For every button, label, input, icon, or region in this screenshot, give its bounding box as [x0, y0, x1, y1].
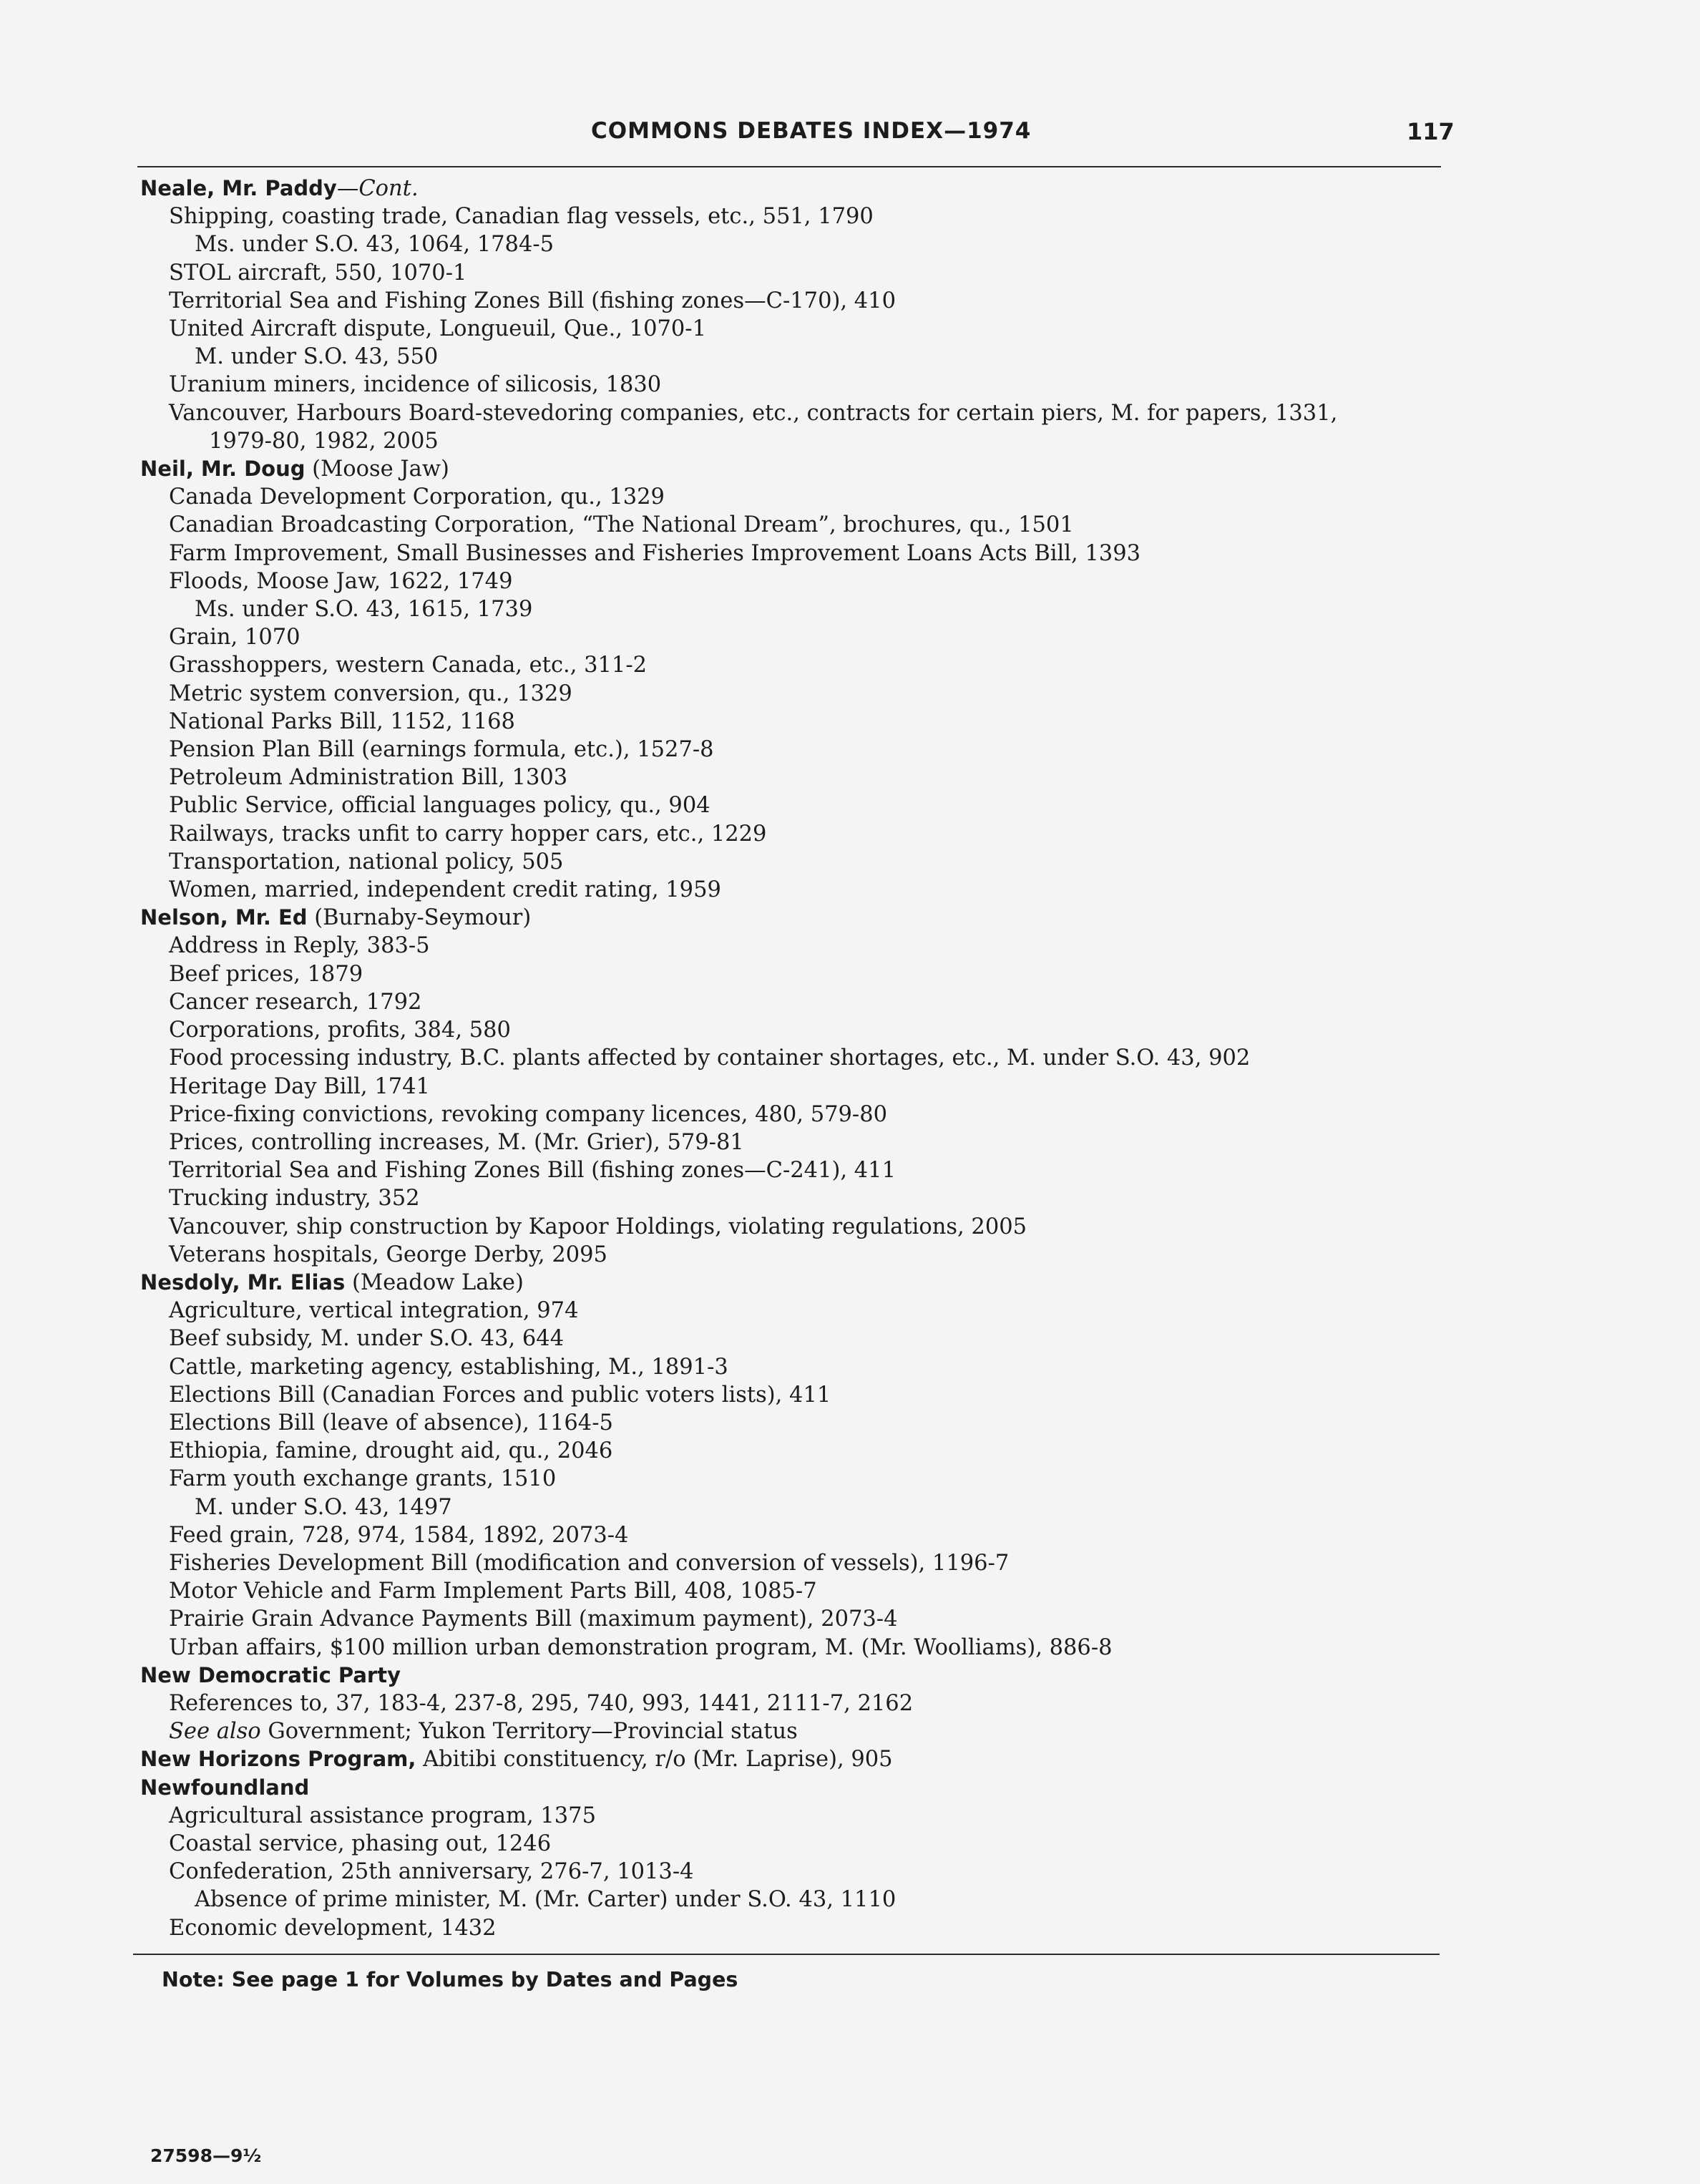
- index-entry: Fisheries Development Bill (modification and conversion of vessels), 1196-7: [169, 1550, 1010, 1576]
- index-entry: Corporations, profits, 384, 580: [169, 1018, 511, 1043]
- heading-cont: —Cont.: [336, 176, 419, 201]
- running-head: [0, 118, 1700, 154]
- see-also-label: See also: [169, 1719, 261, 1745]
- running-head-title: COMMONS DEBATES INDEX—1974: [591, 118, 1032, 144]
- index-entry: Heritage Day Bill, 1741: [169, 1073, 430, 1099]
- heading-name: Neil, Mr. Doug: [140, 457, 306, 482]
- heading-name: New Horizons Program,: [140, 1747, 416, 1772]
- heading-name: Neale, Mr. Paddy: [140, 176, 337, 200]
- page-number: 117: [1407, 118, 1455, 145]
- index-entry: Economic development, 1432: [169, 1915, 497, 1941]
- index-entry: Petroleum Administration Bill, 1303: [169, 765, 568, 791]
- index-entry: Grain, 1070: [169, 625, 301, 650]
- heading-name: Nelson, Mr. Ed: [140, 905, 308, 930]
- index-entry: United Aircraft dispute, Longueuil, Que., 1070-1: [169, 316, 707, 342]
- index-entry: Coastal service, phasing out, 1246: [169, 1830, 552, 1856]
- index-heading: [140, 455, 1442, 483]
- index-entry: Pension Plan Bill (earnings formula, etc.), 1527-8: [169, 737, 714, 763]
- index-entry: Agriculture, vertical integration, 974: [169, 1298, 579, 1324]
- heading-name: Newfoundland: [140, 1775, 310, 1800]
- index-entry: National Parks Bill, 1152, 1168: [169, 708, 515, 734]
- index-entry: Beef subsidy, M. under S.O. 43, 644: [169, 1326, 565, 1352]
- index-entry: Shipping, coasting trade, Canadian flag vessels, etc., 551, 1790: [169, 204, 874, 230]
- volumes-note: Note: See page 1 for Volumes by Dates and Pages: [162, 1968, 738, 1992]
- heading-name: Nesdoly, Mr. Elias: [140, 1269, 346, 1295]
- index-entry: Price-fixing convictions, revoking company licences, 480, 579-80: [169, 1101, 888, 1127]
- index-heading: [140, 1269, 1442, 1297]
- heading-name: New Democratic Party: [140, 1662, 401, 1687]
- index-entry: Vancouver, Harbours Board-stevedoring companies, etc., contracts for certain piers, M. for papers, 1331,: [169, 400, 1338, 426]
- heading-riding: (Moose Jaw): [305, 457, 449, 482]
- index-entry: Elections Bill (Canadian Forces and public voters lists), 411: [169, 1382, 831, 1408]
- see-also-targets: Government; Yukon Territory—Provincial status: [260, 1719, 798, 1745]
- index-subentry: M. under S.O. 43, 1497: [195, 1494, 452, 1520]
- index-entry: Feed grain, 728, 974, 1584, 1892, 2073-4: [169, 1522, 629, 1548]
- index-entry: Urban affairs, $100 million urban demonstration program, M. (Mr. Woolliams), 886-8: [169, 1634, 1113, 1660]
- bottom-rule: [133, 1954, 1440, 1955]
- index-heading: [140, 175, 1442, 203]
- index-entry: Prices, controlling increases, M. (Mr. Grier), 579-81: [169, 1129, 744, 1155]
- index-entry: Trucking industry, 352: [169, 1186, 420, 1212]
- footer-code: 27598—9½: [150, 2145, 262, 2166]
- heading-rest: Abitibi constituency, r/o (Mr. Laprise), 905: [416, 1747, 893, 1773]
- index-subentry: Ms. under S.O. 43, 1615, 1739: [195, 597, 533, 623]
- index-entry: Beef prices, 1879: [169, 961, 363, 987]
- index-entry: Farm youth exchange grants, 1510: [169, 1466, 557, 1492]
- heading-riding: (Burnaby-Seymour): [307, 905, 532, 931]
- index-body: [140, 175, 1442, 1942]
- index-entry: Address in Reply, 383-5: [169, 933, 430, 959]
- index-entry: Transportation, national policy, 505: [169, 849, 564, 874]
- index-entry: Ethiopia, famine, drought aid, qu., 2046: [169, 1438, 613, 1464]
- index-entry-see-also: [140, 1717, 1442, 1745]
- index-entry: Canadian Broadcasting Corporation, “The National Dream”, brochures, qu., 1501: [169, 512, 1074, 538]
- index-entry: Railways, tracks unfit to carry hopper cars, etc., 1229: [169, 821, 767, 847]
- index-heading: [140, 1774, 1442, 1802]
- index-entry: Floods, Moose Jaw, 1622, 1749: [169, 568, 513, 594]
- index-entry: Cancer research, 1792: [169, 989, 422, 1015]
- index-heading: [140, 1662, 1442, 1690]
- index-entry: Public Service, official languages policy, qu., 904: [169, 793, 710, 819]
- index-entry: Territorial Sea and Fishing Zones Bill (fishing zones—C-241), 411: [169, 1158, 896, 1184]
- index-entry: Farm Improvement, Small Businesses and Fisheries Improvement Loans Acts Bill, 1393: [169, 540, 1141, 566]
- index-heading: [140, 1745, 1442, 1773]
- index-heading: [140, 904, 1442, 932]
- index-entry: STOL aircraft, 550, 1070-1: [169, 260, 467, 286]
- index-subentry: Ms. under S.O. 43, 1064, 1784-5: [195, 232, 555, 258]
- index-entry: References to, 37, 183-4, 237-8, 295, 740, 993, 1441, 2111-7, 2162: [169, 1690, 914, 1716]
- top-rule: [137, 166, 1441, 167]
- index-subentry: Absence of prime minister, M. (Mr. Carter) under S.O. 43, 1110: [195, 1887, 897, 1913]
- index-entry: Food processing industry, B.C. plants affected by container shortages, etc., M. under S.O. 43, 902: [169, 1045, 1251, 1071]
- index-entry: Canada Development Corporation, qu., 1329: [169, 484, 665, 510]
- index-entry: Elections Bill (leave of absence), 1164-5: [169, 1410, 613, 1435]
- index-entry: Uranium miners, incidence of silicosis, 1830: [169, 372, 662, 398]
- index-entry: Motor Vehicle and Farm Implement Parts Bill, 408, 1085-7: [169, 1579, 817, 1604]
- index-entry: Veterans hospitals, George Derby, 2095: [169, 1242, 607, 1267]
- index-entry: Vancouver, ship construction by Kapoor Holdings, violating regulations, 2005: [169, 1214, 1027, 1239]
- index-entry: Territorial Sea and Fishing Zones Bill (fishing zones—C-170), 410: [169, 288, 896, 313]
- index-entry: Prairie Grain Advance Payments Bill (maximum payment), 2073-4: [169, 1607, 898, 1632]
- index-entry: Metric system conversion, qu., 1329: [169, 681, 572, 706]
- index-subentry: M. under S.O. 43, 550: [195, 344, 439, 370]
- index-entry: Agricultural assistance program, 1375: [169, 1803, 596, 1828]
- index-entry: Women, married, independent credit rating, 1959: [169, 877, 721, 903]
- heading-riding: (Meadow Lake): [345, 1269, 524, 1295]
- index-entry: Cattle, marketing agency, establishing, M., 1891-3: [169, 1354, 728, 1380]
- index-entry: Confederation, 25th anniversary, 276-7, 1013-4: [169, 1859, 694, 1885]
- index-entry-continuation: 1979-80, 1982, 2005: [209, 428, 439, 454]
- index-entry: Grasshoppers, western Canada, etc., 311-2: [169, 653, 648, 678]
